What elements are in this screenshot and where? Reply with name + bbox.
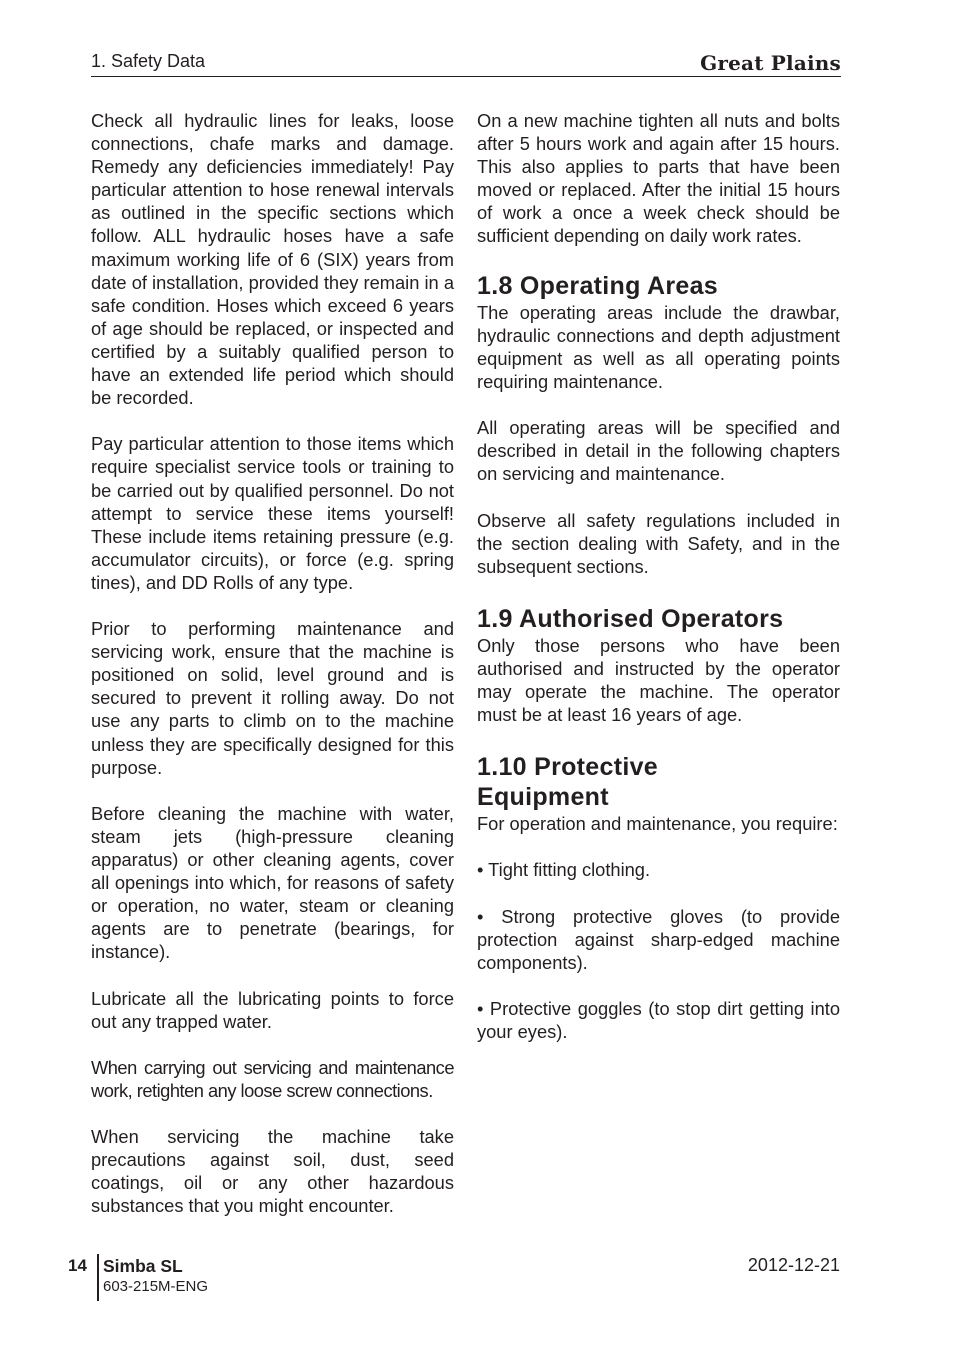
paragraph-retighten: When carrying out servicing and maintenance work, retighten any loose screw connections.	[91, 1056, 454, 1101]
list-item-goggles: • Protective goggles (to stop dirt getting into your eyes).	[477, 997, 840, 1042]
page-header	[91, 50, 841, 77]
list-item-gloves: • Strong protective gloves (to provide protection against sharp-edged machine components).	[477, 905, 840, 973]
paragraph-operating-areas-1: The operating areas include the drawbar, hydraulic connections and depth adjustment equipment as well as all operating points requiring maintenance.	[477, 301, 840, 392]
list-item-clothing: • Tight fitting clothing.	[477, 859, 651, 881]
heading-protective-equipment-line1: 1.10 Protective	[477, 753, 658, 782]
paragraph-protective-intro: For operation and maintenance, you require:	[477, 813, 838, 835]
paragraph-authorised-operators: Only those persons who have been authorised and instructed by the operator may operate the machine. The operator must be at least 16 years of age.	[477, 634, 840, 726]
brand-logo: Great Plains	[700, 51, 841, 75]
heading-protective-equipment	[477, 752, 840, 812]
paragraph-new-machine: On a new machine tighten all nuts and bolts after 5 hours work and again after 15 hours. This also applies to parts that have been moved or replaced. After the initial 15 hours of work a once a week check should be sufficient depending on daily work rates.	[477, 110, 840, 247]
page-number: 14	[68, 1256, 87, 1275]
heading-protective-equipment-line2: Equipment	[477, 783, 609, 812]
paragraph-hydraulic-lines: Check all hydraulic lines for leaks, loose connections, chafe marks and damage. Remedy any deficiencies immediately! Pay particular attention to hose renewal intervals as outlined in the specific sections which follow. ALL hydraulic hoses have a safe maximum working life of 6 (SIX) years from date of installation, provided they remain in a safe condition. Hoses which exceed 6 years of age should be replaced, or inspected and certified by a suitably qualified person to have an extended life period which should be recorded.	[91, 110, 454, 409]
paragraph-operating-areas-3: Observe all safety regulations included in the section dealing with Safety, and in the subsequent sections.	[477, 509, 840, 577]
paragraph-cleaning: Before cleaning the machine with water, steam jets (high-pressure cleaning apparatus) or other cleaning agents, cover all openings into which, for reasons of safety or operation, no water, steam or cleaning agents are to penetrate (bearings, for instance).	[91, 802, 454, 963]
heading-operating-areas: 1.8 Operating Areas	[477, 271, 718, 300]
paragraph-operating-areas-2: All operating areas will be specified and described in detail in the following chapters on servicing and maintenance.	[477, 417, 840, 485]
paragraph-lubricate: Lubricate all the lubricating points to force out any trapped water.	[91, 987, 454, 1032]
paragraph-specialist-tools: Pay particular attention to those items which require specialist service tools or training to be carried out by qualified personnel. Do not attempt to service these items yourself! These include items retaining pressure (e.g. accumulator circuits), or force (e.g. spring tines), and DD Rolls of any type.	[91, 433, 454, 593]
paragraph-positioning: Prior to performing maintenance and servicing work, ensure that the machine is positioned on solid, level ground and is secured to prevent it rolling away. Do not use any parts to climb on to the machine unless they are specifically designed for this purpose.	[91, 618, 454, 778]
heading-authorised-operators: 1.9 Authorised Operators	[477, 604, 784, 633]
model-name: Simba SL	[103, 1256, 183, 1276]
right-column	[477, 109, 840, 1066]
section-label: 1. Safety Data	[91, 51, 206, 71]
document-number: 603-215M-ENG	[103, 1278, 209, 1295]
publish-date: 2012-12-21	[747, 1255, 840, 1275]
paragraph-precautions: When servicing the machine take precautions against soil, dust, seed coatings, oil or any other hazardous substances that you might encounter.	[91, 1126, 454, 1217]
footer-divider	[97, 1254, 99, 1301]
left-column	[91, 109, 454, 1241]
